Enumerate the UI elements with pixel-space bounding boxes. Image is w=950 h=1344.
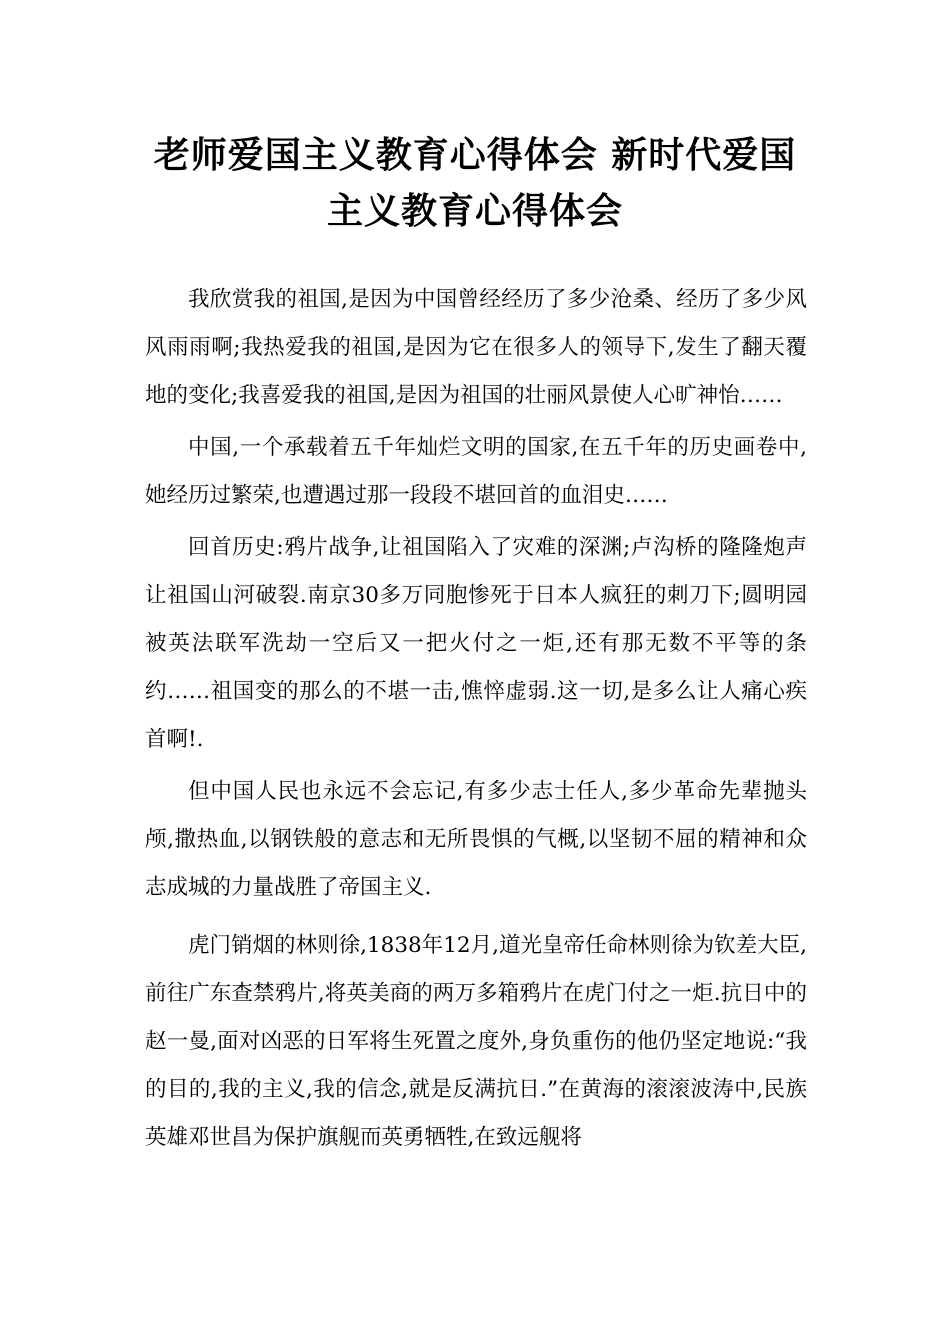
paragraph-1: 我欣赏我的祖国,是因为中国曾经经历了多少沧桑、经历了多少风风雨雨啊;我热爱我的祖国,是因为它在很多人的领导下,发生了翻天覆地的变化;我喜爱我的祖国,是因为祖国的壮丽风景使人心旷神怡……: [145, 287, 807, 408]
document-title: 老师爱国主义教育心得体会 新时代爱国主义教育心得体会: [153, 135, 797, 232]
paragraph-4: 但中国人民也永远不会忘记,有多少志士任人,多少革命先辈抛头颅,撒热血,以钢铁般的意志和无所畏惧的气概,以坚韧不屈的精神和众志成城的力量战胜了帝国主义.: [145, 779, 807, 900]
paragraph-5: 虎门销烟的林则徐,1838年12月,道光皇帝任命林则徐为钦差大臣,前往广东查禁鸦片,将英美商的两万多箱鸦片在虎门付之一炬.抗日中的赵一曼,面对凶恶的日军将生死置之度外,身负重伤的他仍坚定地说:“我的目的,我的主义,我的信念,就是反满抗日.”在黄海的滚滚波涛中,民族英雄邓世昌为保护旗舰而英勇牺牲,在致远舰将: [145, 933, 807, 1150]
paragraph-3: 回首历史:鸦片战争,让祖国陷入了灾难的深渊;卢沟桥的隆隆炮声让祖国山河破裂.南京30多万同胞惨死于日本人疯狂的刺刀下;圆明园被英法联军洗劫一空后又一把火付之一炬,还有那无数不平等的条约……祖国变的那么的不堪一击,憔悴虚弱.这一切,是多么让人痛心疾首啊!.: [145, 535, 807, 752]
document-body: [145, 276, 807, 1162]
paragraph-2: 中国,一个承载着五千年灿烂文明的国家,在五千年的历史画卷中,她经历过繁荣,也遭遇过那一段段不堪回首的血泪史……: [145, 435, 807, 508]
